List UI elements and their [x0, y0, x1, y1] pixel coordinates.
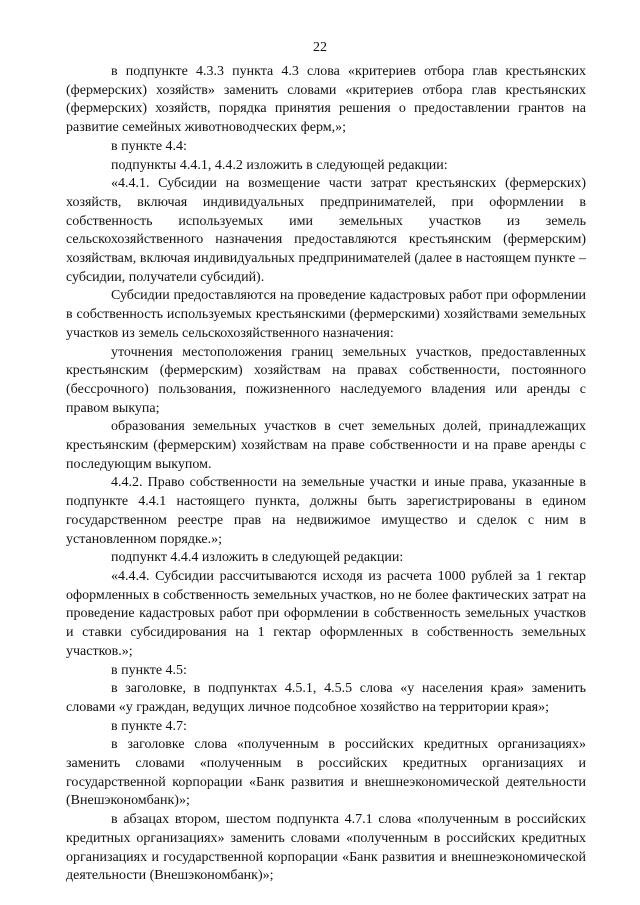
paragraph-4-5-heading: в заголовке, в подпунктах 4.5.1, 4.5.5 слова «у населения края» заменить словами «у граждан, ведущих личное подсобное хозяйство на территории края»; [66, 681, 586, 715]
paragraph-4-7-heading: в заголовке слова «полученным в российских кредитных организациях» заменить словами «полученным в российских кредитных организациях и государственной корпорации «Банк развития и внешнеэкономической деятельности (Внешэкономбанк)»; [66, 737, 586, 809]
paragraph-4-4-1: «4.4.1. Субсидии на возмещение части затрат крестьянских (фермерских) хозяйств, включая индивидуальных предпринимателей, при оформлении в собственность используемых ими земельных участков из земель сельскохозяйственного назначения предоставляются крестьянским (фермерским) хозяйствам, включая индивидуальных предпринимателей (далее в настоящем пункте – субсидии, получатели субсидий). [66, 176, 586, 285]
paragraph-subpoint-4-4-4-intro: подпункт 4.4.4 изложить в следующей редакции: [111, 550, 404, 566]
document-body [66, 63, 586, 886]
page-number: 22 [313, 40, 327, 55]
paragraph-amend-4-3-3: в подпункте 4.3.3 пункта 4.3 слова «критериев отбора глав крестьянских (фермерских) хозяйств» заменить словами «критериев отбора глав крестьянских (фермерских) хозяйств, порядка принятия решения о предоставлении грантов на развитие семейных животноводческих ферм,»; [66, 64, 586, 136]
paragraph-subpoints-intro: подпункты 4.4.1, 4.4.2 изложить в следующей редакции: [111, 157, 448, 173]
paragraph-subsidies-provided: Субсидии предоставляются на проведение кадастровых работ при оформлении в собственность используемых крестьянскими (фермерскими) хозяйствами земельных участков из земель сельскохозяйственного назначения: [66, 288, 586, 341]
paragraph-point-4-7: в пункте 4.7: [111, 718, 187, 734]
paragraph-4-4-4: «4.4.4. Субсидии рассчитываются исходя из расчета 1000 рублей за 1 гектар оформленных в собственность земельных участков, но не более фактических затрат на проведение кадастровых работ при оформлении в собственность земельных участков и ставки субсидирования на 1 гектар оформленных в собственность земельных участков.»; [66, 568, 586, 659]
paragraph-formation: образования земельных участков в счет земельных долей, принадлежащих крестьянским (фермерским) хозяйствам на праве собственности и на праве аренды с последующим выкупом. [66, 419, 586, 472]
paragraph-point-4-5: в пункте 4.5: [111, 662, 187, 678]
paragraph-boundaries: уточнения местоположения границ земельных участков, предоставленных крестьянским (фермерским) хозяйствам на правах собственности, постоянного (бессрочного) пользования, пожизненного наследуемого владения или аренды с правом выкупа; [66, 344, 586, 416]
paragraph-point-4-4: в пункте 4.4: [111, 138, 187, 154]
paragraph-4-7-1: в абзацах втором, шестом подпункта 4.7.1 слова «полученным в российских кредитных организациях» заменить словами «полученным в российских кредитных организациях и государственной корпорации «Банк развития и внешнеэкономической деятельности (Внешэкономбанк)»; [66, 812, 586, 884]
paragraph-4-4-2: 4.4.2. Право собственности на земельные участки и иные права, указанные в подпункте 4.4.1 настоящего пункта, должны быть зарегистрированы в едином государственном реестре прав на недвижимое имущество и сделок с ним в установленном порядке.»; [66, 475, 586, 547]
